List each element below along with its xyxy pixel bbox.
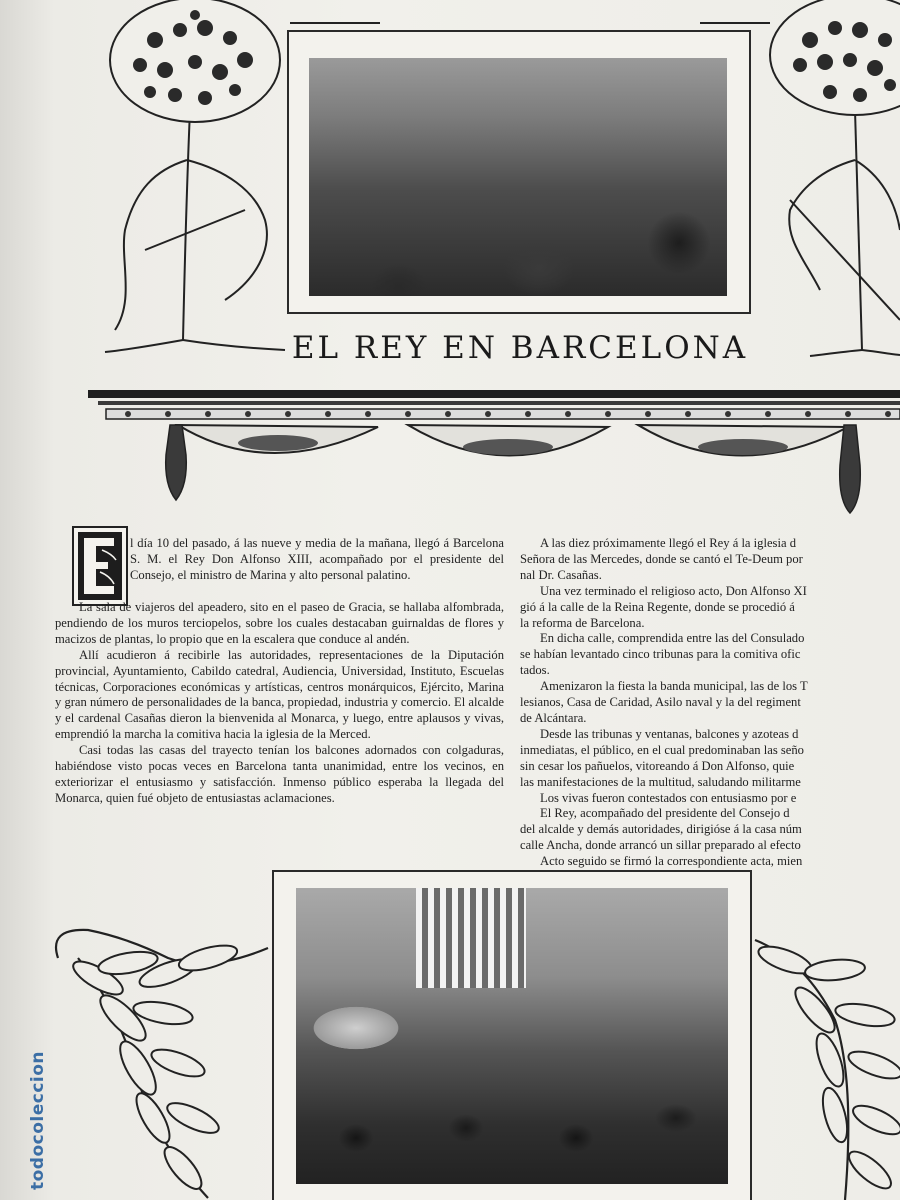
column-2-line: nal Dr. Casañas. [520,567,602,582]
column-2-line: El Rey, acompañado del presidente del Consejo d [540,806,790,821]
page-title: EL REY EN BARCELONA [291,330,749,366]
bottom-photograph [296,888,728,1184]
column-2-line: Amenizaron la fiesta la banda municipal, las de los T [540,679,808,694]
column-2-line: gió á la calle de la Reina Regente, donde se procedió á [520,599,795,614]
bottom-photo-frame [272,870,752,1200]
column-2-line: En dicha calle, comprendida entre las del Consulado [540,631,805,646]
column-2-line: Señora de las Mercedes, donde se cantó el Te-Deum por [520,551,803,566]
column-2-line: calle Ancha, donde arrancó un sillar preparado al efecto [520,838,801,853]
column-2-line: inmediatas, el público, en el cual predominaban las seño [520,742,804,757]
column-2-line: las manifestaciones de la multitud, saludando militarme [520,774,801,789]
column-2-line: A las diez próximamente llegó el Rey á la iglesia d [540,536,796,550]
paragraph-4: Casi todas las casas del trayecto tenían los balcones adornados con colgaduras, habiéndose visto pocas veces en Barcelona tanta unanimidad, entre los vecinos, en exteriorizar el entusiasmo y satisfacción. Inmenso público esperaba la llegada del Monarca, quien fué objeto de entusiastas aclamaciones. [55,743,504,805]
paragraph-2: La sala de viajeros del apeadero, sito en el paseo de Gracia, se hallaba alfombrada, pendiendo de los muros terciopelos, sobre los cuales destacaban guirnaldas de flores y macizos de plantas, lo propio que en la escalera que conduce al andén. [55,600,504,646]
ornamental-cornice [88,385,900,520]
column-2-line: Acto seguido se firmó la correspondiente acta, mien [540,854,803,869]
article-column-1-body [55,600,504,807]
drop-cap [72,526,128,606]
laurel-ornament-right [745,930,900,1200]
paragraph-3: Allí acudieron á recibirle las autoridades, representaciones de la Diputación provincial, Ayuntamiento, Cabildo catedral, Audiencia, Universidad, Instituto, Escuelas técnicas, Corporaciones económicas y artísticas, centros monárquicos, Ejército, Marina y gran número de personalidades de la banca, propiedad, industria y comercio. El alcalde y el cardenal Casañas dieron la bienvenida al Monarca, y luego, entre aplausos y vivas, emprendió la marcha la comitiva hacia la iglesia de la Merced. [55,647,505,742]
top-photograph [309,58,727,296]
tree-ornament-left [95,0,305,360]
frame-connector-left [290,22,380,24]
frame-connector-right [700,22,770,24]
column-2-line: sin cesar los pañuelos, vitoreando á Don Alfonso, quie [520,758,795,773]
column-2-line: Una vez terminado el religioso acto, Don Alfonso XI [540,583,807,598]
watermark [2,1020,48,1190]
paragraph-1-lead: l día 10 del pasado, á las nueve y media de la mañana, llegó á Barcelona S. M. el Rey Don Alfonso XIII, acompañado por el presidente del Consejo, el ministro de Marina y alto personal palatino. [130,536,504,582]
column-2-line: la reforma de Barcelona. [520,615,645,630]
top-photo-frame [287,30,751,314]
column-2-line: tados. [520,663,550,678]
hanging-banner [416,888,526,988]
column-2-line: lesianos, Casa de Caridad, Asilo naval y la del regiment [520,695,801,710]
watermark-text: todocoleccion [28,1050,48,1190]
column-2-line: de Alcántara. [520,710,587,725]
article-column-1 [130,536,504,584]
tree-ornament-right [760,0,900,370]
article-column-2 [520,536,900,870]
column-2-line: se habían levantado cinco tribunas para la comitiva ofic [520,647,801,662]
laurel-ornament-left [38,918,278,1200]
column-2-line: Los vivas fueron contestados con entusiasmo por e [540,790,797,805]
column-2-line: Desde las tribunas y ventanas, balcones y azoteas d [540,726,799,741]
column-2-line: del alcalde y demás autoridades, dirigióse á la casa núm [520,822,802,837]
